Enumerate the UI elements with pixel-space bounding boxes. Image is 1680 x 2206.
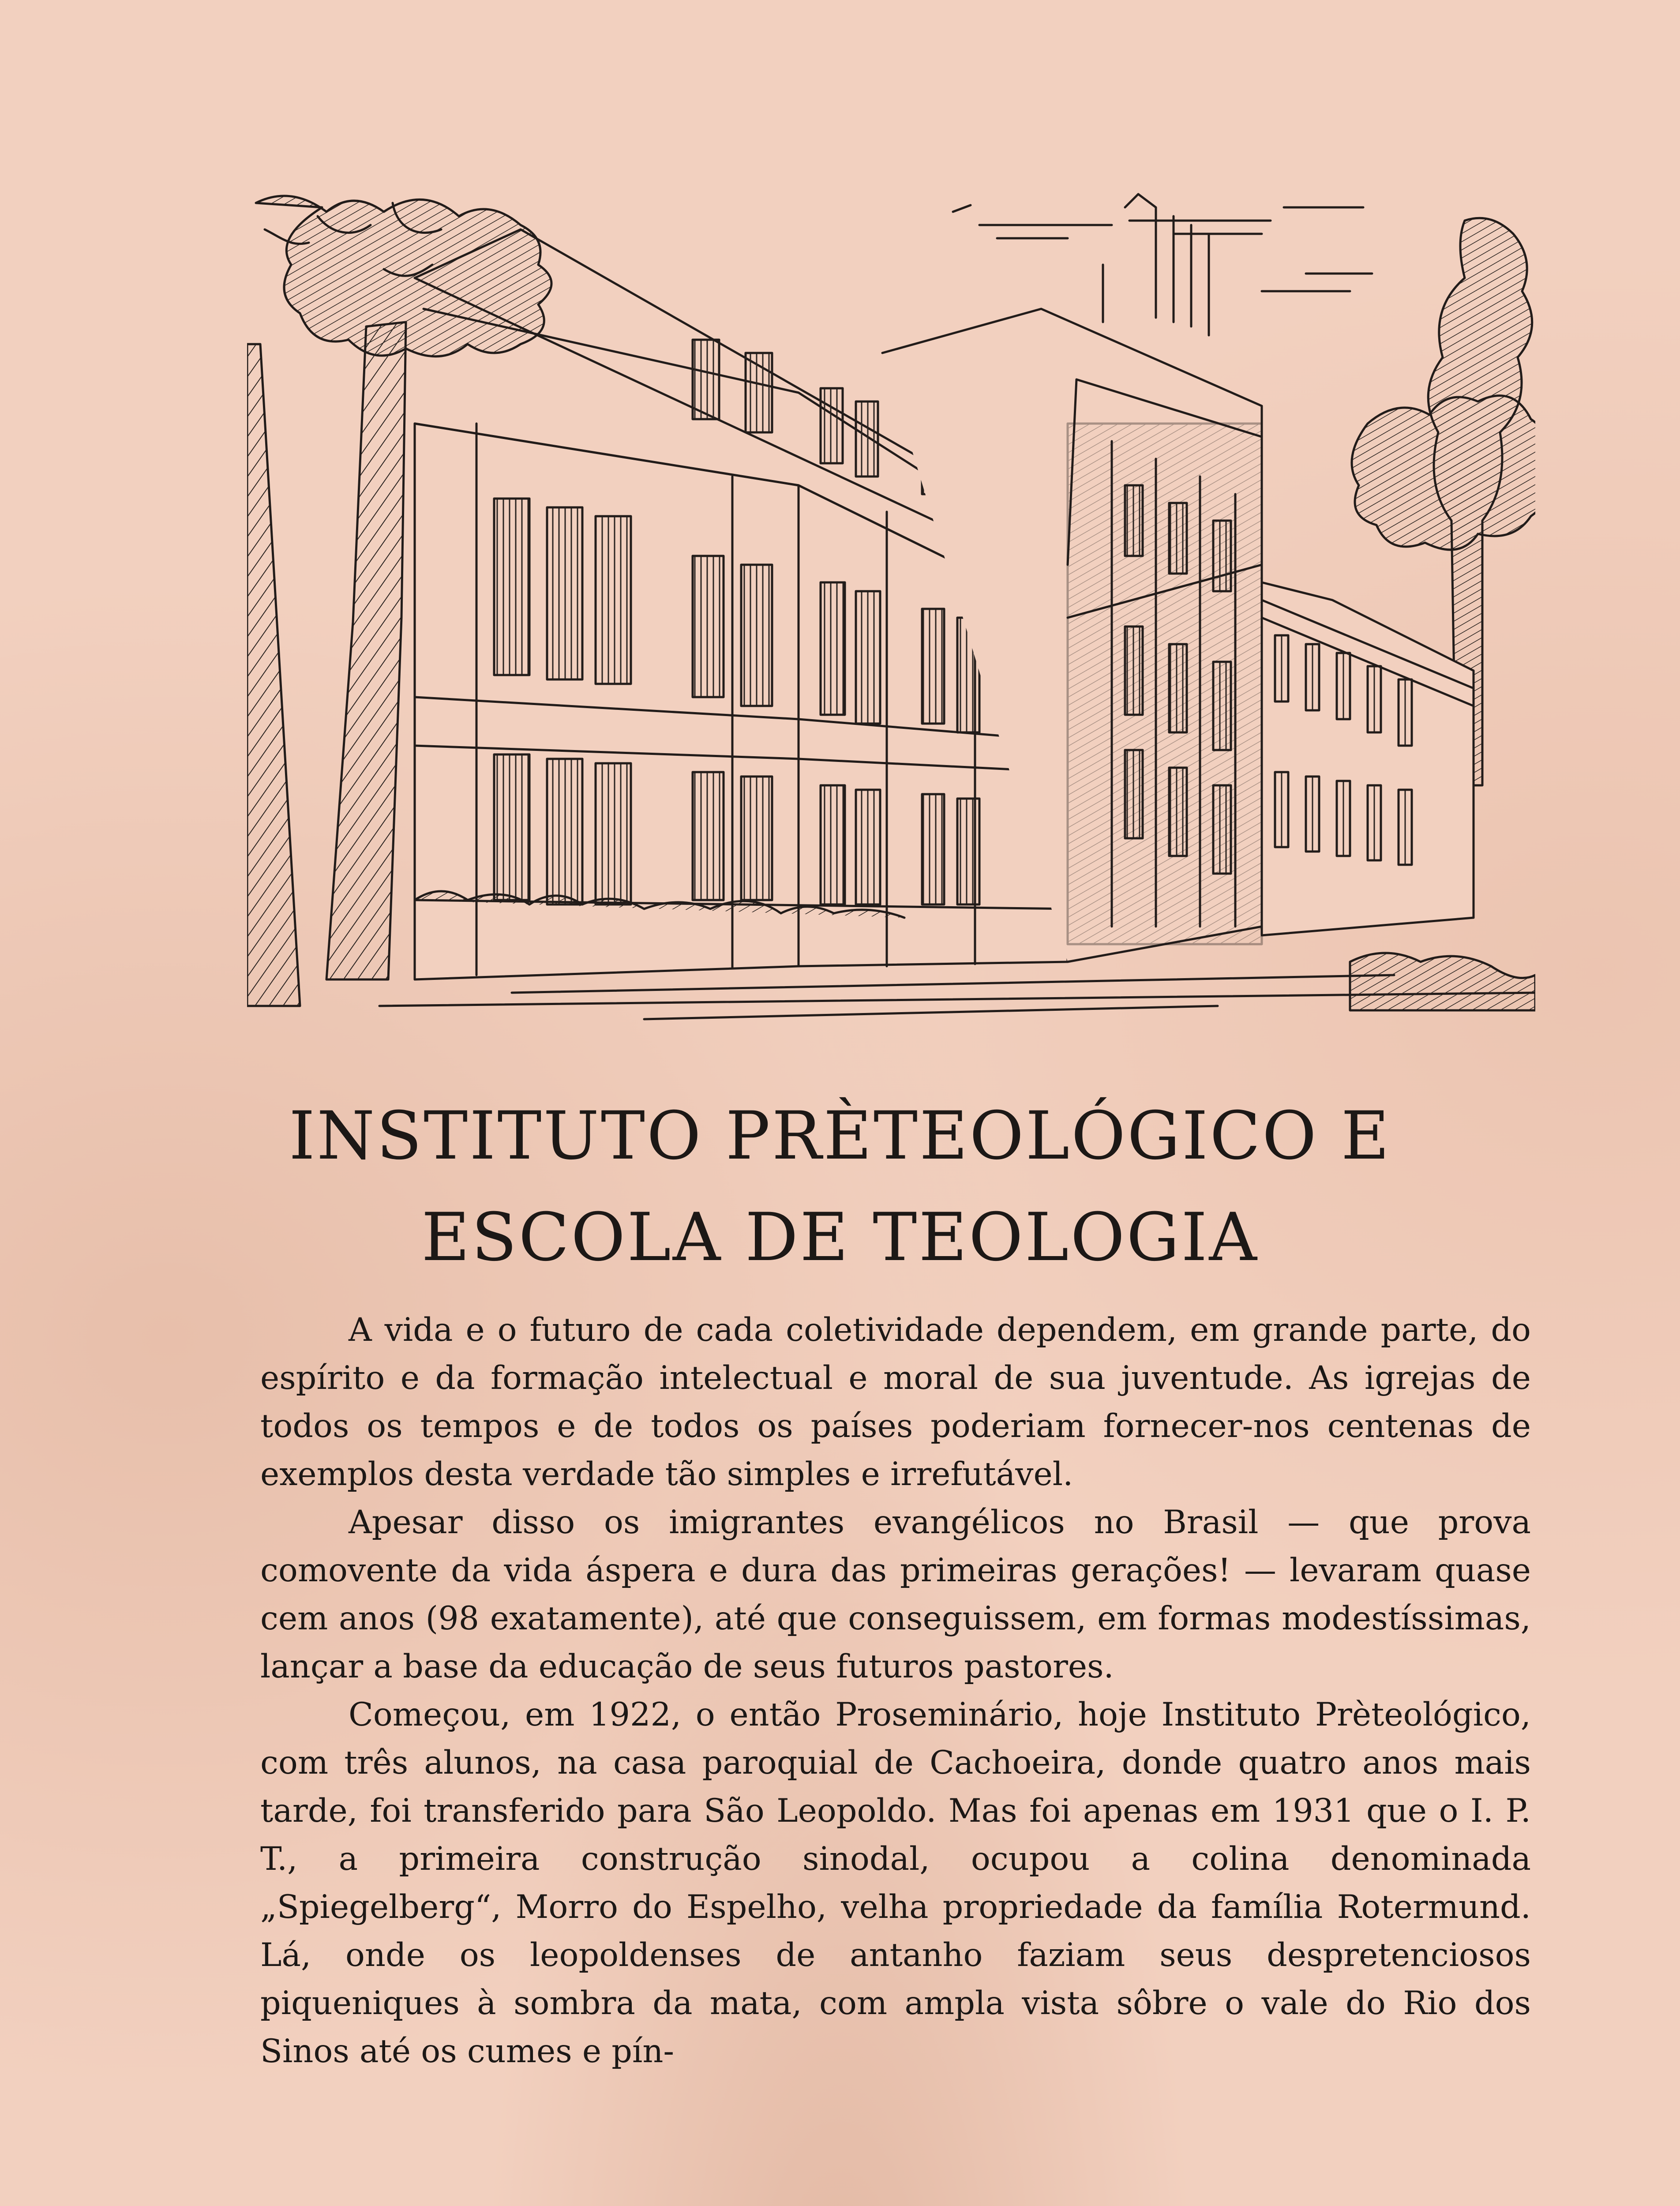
paragraph: Começou, em 1922, o então Proseminário, hoje Instituto Prèteológico, com três alunos, na casa paroquial de Cachoeira, donde quatro anos mais tarde, foi transferido para São Leopoldo. Mas foi apenas em 1931 que o I. P. T., a primeira construção sinodal, ocupou a colina denominada „Spiegelberg“, Morro do Espelho, velha propriedade da família Rotermund. Lá, onde os leopoldenses de antanho faziam seus despretenciosos piqueniques à sombra da mata, com ampla vista sôbre o vale do Rio dos Sinos até os cumes e pín-: [260, 1696, 1531, 2070]
article-body: [260, 1306, 1531, 2075]
paragraph: A vida e o futuro de cada coletividade dependem, em grande parte, do espírito e da formação intelectual e moral de sua juventude. As igrejas de todos os tempos e de todos os países poderiam fornecer-nos centenas de exemplos desta verdade tão simples e irrefutável.: [260, 1311, 1531, 1493]
page-title-line-1: INSTITUTO PRÈTEOLÓGICO E: [289, 1098, 1391, 1174]
page-title-line-2: ESCOLA DE TEOLOGIA: [421, 1199, 1259, 1276]
building-illustration: [247, 176, 1535, 1032]
paragraph: Apesar disso os imigrantes evangélicos no Brasil — que prova comovente da vida áspera e dura das primeiras gerações! — levaram quase cem anos (98 exatamente), até que conseguissem, em formas modestíssimas, lançar a base da educação de seus futuros pastores.: [260, 1504, 1531, 1685]
